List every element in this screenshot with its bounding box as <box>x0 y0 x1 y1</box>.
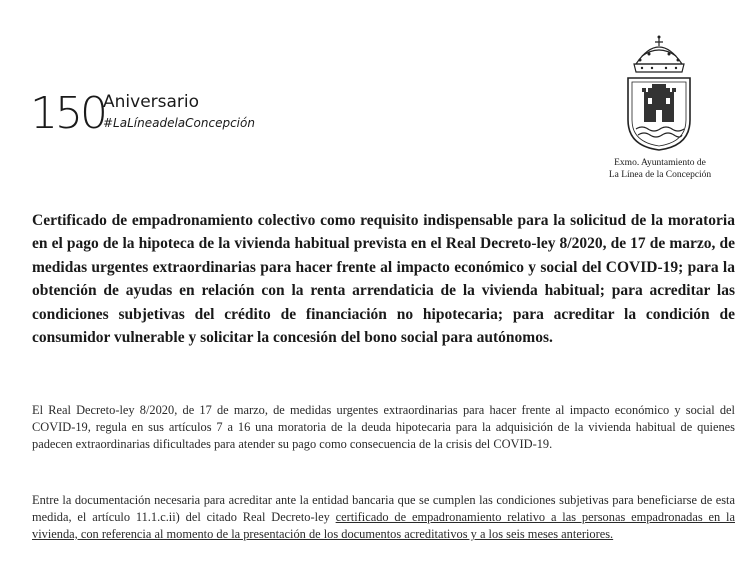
logo-number: 150 <box>30 88 105 139</box>
document-title: Certificado de empadronamiento colectivo como requisito indispensable para la solicitud de la moratoria en el pago de la hipoteca de la vivienda habitual prevista en el Real Decreto-ley 8/2020, de 17 de marzo, de medidas urgentes extraordinarias para hacer frente al impacto económico y social del COVID-19; para la obtención de ayudas en relación con la renta arrendaticia de la vivienda habitual; para acreditar las condiciones subjetivas del crédito de financiación no hipotecaria; para acreditar la condición de consumidor vulnerable y solicitar la concesión del bono social para autónomos. <box>32 212 735 347</box>
paragraph-2 <box>32 492 735 543</box>
logo-title: Aniversario <box>103 92 200 112</box>
ayuntamiento-label <box>598 157 722 181</box>
paragraph-2-underlined: certificado de empadronamiento relativo a las personas empadronadas en la vivienda, con referencia al momento de la presentación de los documentos acreditativos y a los seis meses anteriores. <box>32 510 735 541</box>
anniversary-logo <box>30 84 270 148</box>
paragraph-1: El Real Decreto-ley 8/2020, de 17 de marzo, de medidas urgentes extraordinarias para hacer frente al impacto económico y social del COVID-19, regula en sus artículos 7 a 16 una moratoria de la deuda hipotecaria para la adquisición de la vivienda habitual de quienes padecen extraordinarias dificultades para atender su pago como consecuencia de la crisis del COVID-19. <box>32 403 735 451</box>
paragraph-2-text: Entre la documentación necesaria para acreditar ante la entidad bancaria que se cumplen las condiciones subjetivas para beneficiarse de esta medida, el artículo 11.1.c.ii) del citado Real Decreto-ley <box>32 493 735 524</box>
ayuntamiento-line2: La Línea de la Concepción <box>608 170 712 180</box>
coat-of-arms-icon <box>622 34 696 152</box>
logo-hashtag: #LaLíneadelaConcepción <box>103 116 255 130</box>
ayuntamiento-line1: Exmo. Ayuntamiento de <box>614 158 706 168</box>
